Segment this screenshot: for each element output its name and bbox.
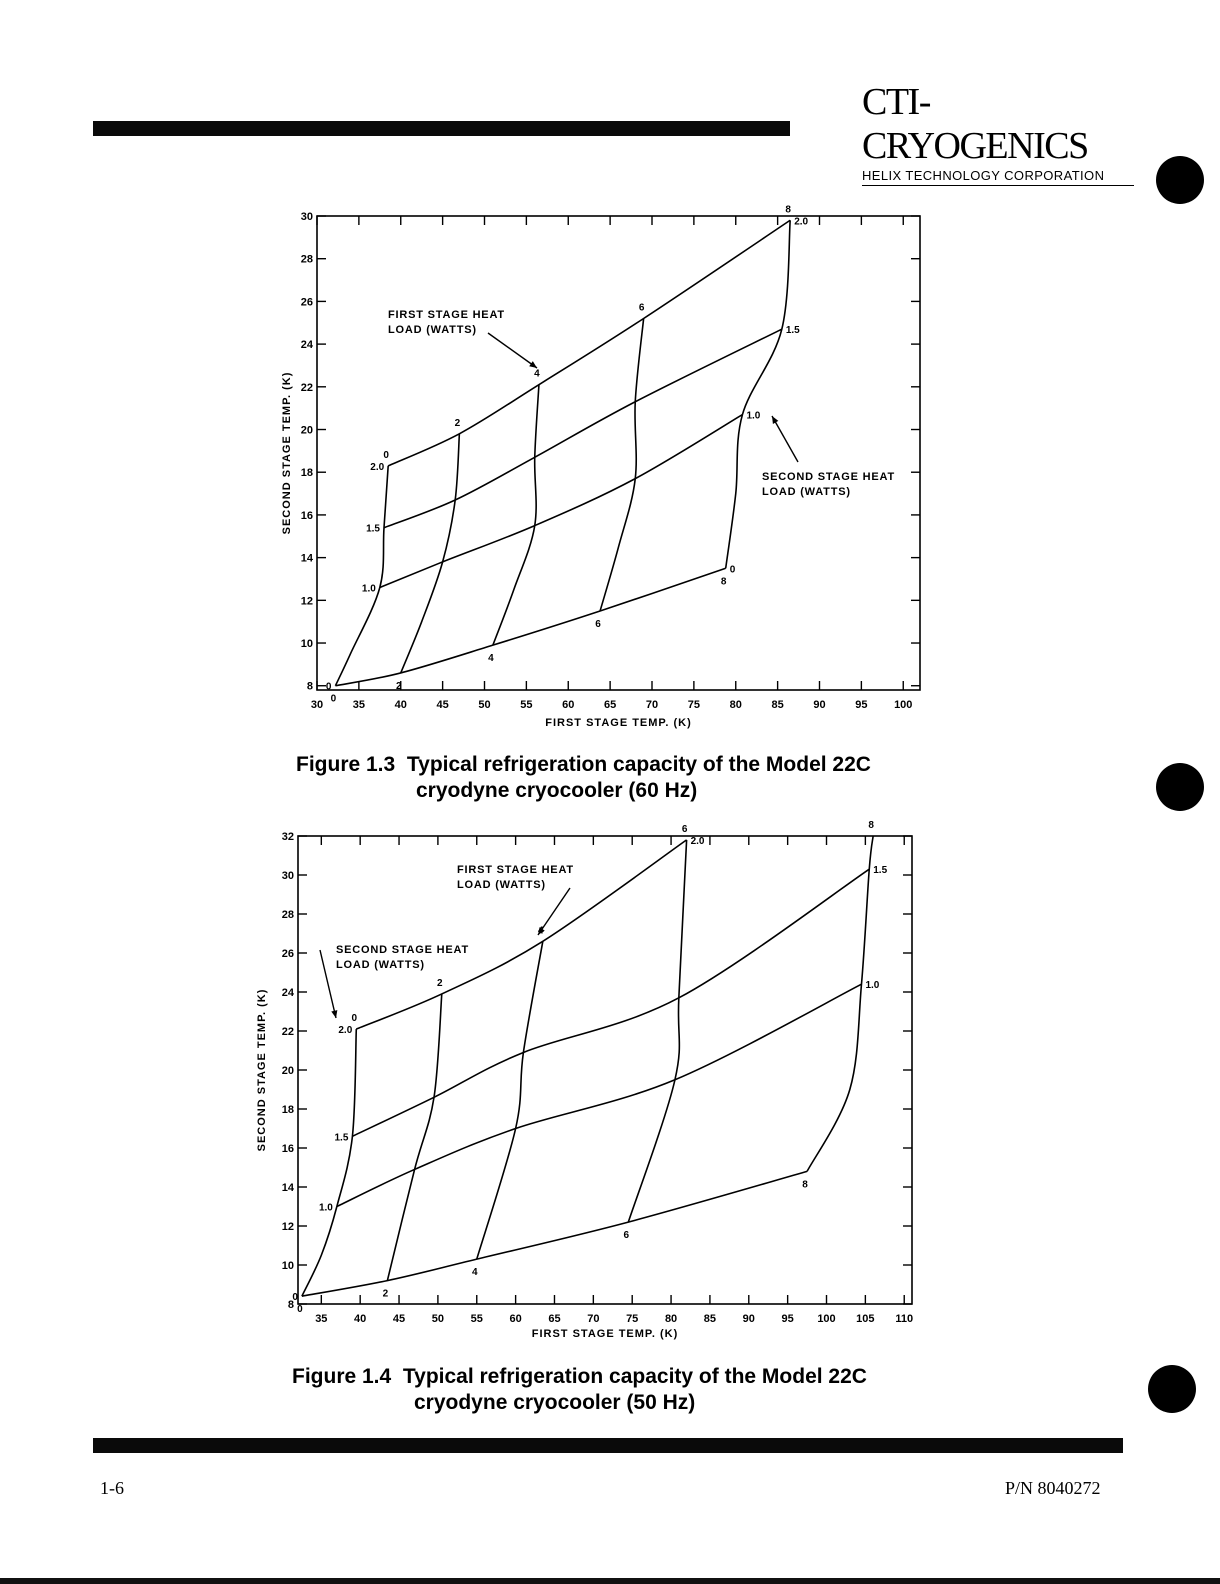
first-stage-annotation: FIRST STAGE HEAT <box>388 309 505 321</box>
second-stage-label: 1.5 <box>334 1132 349 1144</box>
caption-text-line2: cryodyne cryocooler (60 Hz) <box>416 779 698 802</box>
x-tick-label: 35 <box>352 699 365 711</box>
y-tick-label: 10 <box>281 1260 294 1272</box>
second-stage-annotation: SECOND STAGE HEAT <box>336 944 469 956</box>
y-tick-label: 26 <box>300 296 313 309</box>
first-stage-label-top: 4 <box>534 368 540 380</box>
caption-text-line2: cryodyne cryocooler (50 Hz) <box>414 1391 696 1414</box>
x-tick-label: 105 <box>856 1313 875 1325</box>
figure-1-4-caption <box>292 1364 867 1416</box>
second-stage-label-end: 1.0 <box>746 410 761 422</box>
y-tick-label: 32 <box>281 831 294 843</box>
x-tick-label: 35 <box>315 1313 328 1325</box>
second-stage-label: 2.0 <box>338 1025 353 1037</box>
second-stage-label: 2.0 <box>370 461 385 473</box>
first-stage-line-8 <box>807 836 873 1171</box>
plot-frame <box>298 836 912 1304</box>
y-tick-label: 18 <box>281 1104 294 1116</box>
second-stage-label: 1.0 <box>318 1202 333 1214</box>
x-tick-label: 65 <box>548 1313 561 1325</box>
first-stage-label: 6 <box>623 1230 630 1242</box>
first-stage-label-top: 6 <box>638 302 645 314</box>
y-tick-label: 12 <box>300 595 313 608</box>
second-stage-label-end: 0 <box>729 564 736 576</box>
caption-text: Typical refrigeration capacity of the Model 22C <box>402 1365 867 1388</box>
chart-figure-1-4 <box>256 820 913 1340</box>
second-stage-label-end: 2.0 <box>690 835 705 847</box>
second-stage-label: 0 <box>292 1292 298 1304</box>
x-tick-label: 55 <box>470 1313 483 1325</box>
y-tick-label: 26 <box>281 948 294 960</box>
second-stage-line-1.0 <box>380 415 743 588</box>
first-stage-label-top: 6 <box>681 823 688 835</box>
y-tick-label: 22 <box>281 1026 294 1038</box>
first-stage-line-6 <box>600 318 644 611</box>
x-tick-label: 90 <box>742 1313 755 1325</box>
y-tick-label: 16 <box>281 1143 294 1155</box>
second-stage-label-end: 1.5 <box>873 865 888 877</box>
first-stage-line-2 <box>401 434 460 673</box>
second-stage-annotation-arrow <box>320 950 336 1018</box>
x-tick-label: 40 <box>394 699 407 711</box>
first-stage-label: 8 <box>802 1179 808 1191</box>
x-tick-label: 65 <box>604 699 617 711</box>
x-axis-label: FIRST STAGE TEMP. (K) <box>531 1328 679 1340</box>
x-tick-label: 60 <box>509 1313 522 1325</box>
footer-rule <box>93 1438 1123 1453</box>
first-stage-annotation: LOAD (WATTS) <box>457 879 546 891</box>
second-stage-annotation-arrow <box>772 416 798 462</box>
second-stage-annotation: LOAD (WATTS) <box>762 486 851 498</box>
y-axis-label: SECOND STAGE TEMP. (K) <box>256 988 268 1152</box>
first-stage-label-top: 2 <box>437 977 443 989</box>
x-tick-label: 100 <box>894 699 913 711</box>
x-tick-label: 75 <box>626 1313 639 1325</box>
y-tick-label: 28 <box>281 909 294 921</box>
second-stage-annotation: LOAD (WATTS) <box>336 959 425 971</box>
y-tick-label: 30 <box>281 870 294 882</box>
first-stage-label-top: 0 <box>383 449 389 461</box>
y-tick-label: 20 <box>281 1065 294 1077</box>
first-stage-label-top: 0 <box>351 1013 358 1025</box>
first-stage-annotation-arrow <box>538 888 570 935</box>
first-stage-label: 2 <box>395 680 402 692</box>
caption-text: Typical refrigeration capacity of the Model 22C <box>406 753 871 776</box>
second-stage-label-end: 2.0 <box>794 216 809 228</box>
first-stage-annotation-arrow <box>488 333 537 368</box>
y-tick-label: 30 <box>300 211 313 223</box>
first-stage-annotation: LOAD (WATTS) <box>388 324 477 336</box>
first-stage-line-0 <box>302 1029 356 1296</box>
second-stage-line-0 <box>335 568 725 685</box>
brand-subtitle: HELIX TECHNOLOGY CORPORATION <box>862 168 1134 186</box>
second-stage-line-2.0 <box>388 220 790 466</box>
x-tick-label: 100 <box>817 1313 836 1325</box>
page-number: 1-6 <box>100 1478 124 1498</box>
first-stage-label: 2 <box>382 1288 389 1300</box>
scan-edge <box>0 1578 1220 1584</box>
second-stage-line-1.0 <box>337 984 862 1206</box>
y-tick-label: 14 <box>281 1182 294 1194</box>
x-tick-label: 70 <box>645 699 659 711</box>
y-tick-label: 14 <box>300 552 313 565</box>
first-stage-label-top: 2 <box>454 417 461 429</box>
y-tick-label: 12 <box>281 1221 294 1233</box>
x-axis-label: FIRST STAGE TEMP. (K) <box>545 717 692 729</box>
x-tick-label: 60 <box>562 699 575 711</box>
chart-figure-1-3 <box>281 204 920 729</box>
figure-1-3-caption <box>296 752 871 804</box>
first-stage-label: 0 <box>297 1304 303 1316</box>
part-number: P/N 8040272 <box>1005 1478 1101 1498</box>
first-stage-label: 4 <box>488 653 494 665</box>
x-tick-label: 50 <box>478 699 491 711</box>
y-tick-label: 18 <box>300 467 313 480</box>
x-tick-label: 30 <box>310 699 324 711</box>
y-axis-label: SECOND STAGE TEMP. (K) <box>281 371 293 535</box>
x-tick-label: 110 <box>895 1313 914 1325</box>
x-tick-label: 45 <box>436 699 449 711</box>
second-stage-label-end: 1.5 <box>785 325 800 337</box>
x-tick-label: 85 <box>703 1313 717 1325</box>
plot-frame <box>317 216 920 690</box>
y-tick-label: 24 <box>300 339 313 352</box>
brand-name: CTI-CRYOGENICS <box>862 81 1088 167</box>
first-stage-label-top: 8 <box>868 820 874 831</box>
first-stage-annotation: FIRST STAGE HEAT <box>457 864 574 876</box>
x-tick-label: 55 <box>520 699 533 711</box>
first-stage-line-0 <box>335 466 388 686</box>
second-stage-label-end: 1.0 <box>865 980 880 992</box>
caption-label: Figure 1.3 <box>296 753 396 776</box>
first-stage-label-top: 8 <box>785 204 791 216</box>
y-tick-label: 22 <box>300 381 313 394</box>
x-tick-label: 80 <box>664 1313 678 1325</box>
first-stage-label: 0 <box>330 693 337 705</box>
y-tick-label: 24 <box>281 987 294 999</box>
x-tick-label: 50 <box>431 1313 445 1325</box>
caption-label: Figure 1.4 <box>292 1365 392 1388</box>
second-stage-annotation: SECOND STAGE HEAT <box>762 471 895 483</box>
first-stage-label: 8 <box>720 576 727 588</box>
x-tick-label: 45 <box>392 1313 406 1325</box>
second-stage-label: 0 <box>325 681 332 693</box>
second-stage-line-0 <box>302 1171 807 1296</box>
first-stage-label: 6 <box>595 619 601 630</box>
y-tick-label: 8 <box>287 1299 294 1311</box>
x-tick-label: 70 <box>587 1313 600 1325</box>
first-stage-line-2 <box>387 994 441 1281</box>
y-tick-label: 10 <box>300 638 313 651</box>
first-stage-line-4 <box>477 941 543 1259</box>
first-stage-line-4 <box>493 385 539 645</box>
y-tick-label: 20 <box>300 424 313 437</box>
x-tick-label: 85 <box>771 699 784 711</box>
first-stage-line-6 <box>628 840 686 1222</box>
x-tick-label: 80 <box>729 699 742 711</box>
x-tick-label: 95 <box>781 1313 794 1325</box>
first-stage-label: 4 <box>471 1267 478 1279</box>
y-tick-label: 16 <box>300 509 313 522</box>
x-tick-label: 95 <box>855 699 868 711</box>
second-stage-line-1.5 <box>384 329 782 528</box>
second-stage-label: 1.5 <box>366 523 380 535</box>
second-stage-label: 1.0 <box>361 583 376 595</box>
first-stage-line-8 <box>726 220 790 568</box>
x-tick-label: 40 <box>354 1313 367 1325</box>
first-stage-annotation-arrowhead <box>529 361 537 368</box>
second-stage-line-1.5 <box>352 869 869 1136</box>
x-tick-label: 75 <box>687 699 700 711</box>
y-tick-label: 8 <box>306 680 313 693</box>
x-tick-label: 90 <box>813 699 826 711</box>
y-tick-label: 28 <box>300 253 313 266</box>
